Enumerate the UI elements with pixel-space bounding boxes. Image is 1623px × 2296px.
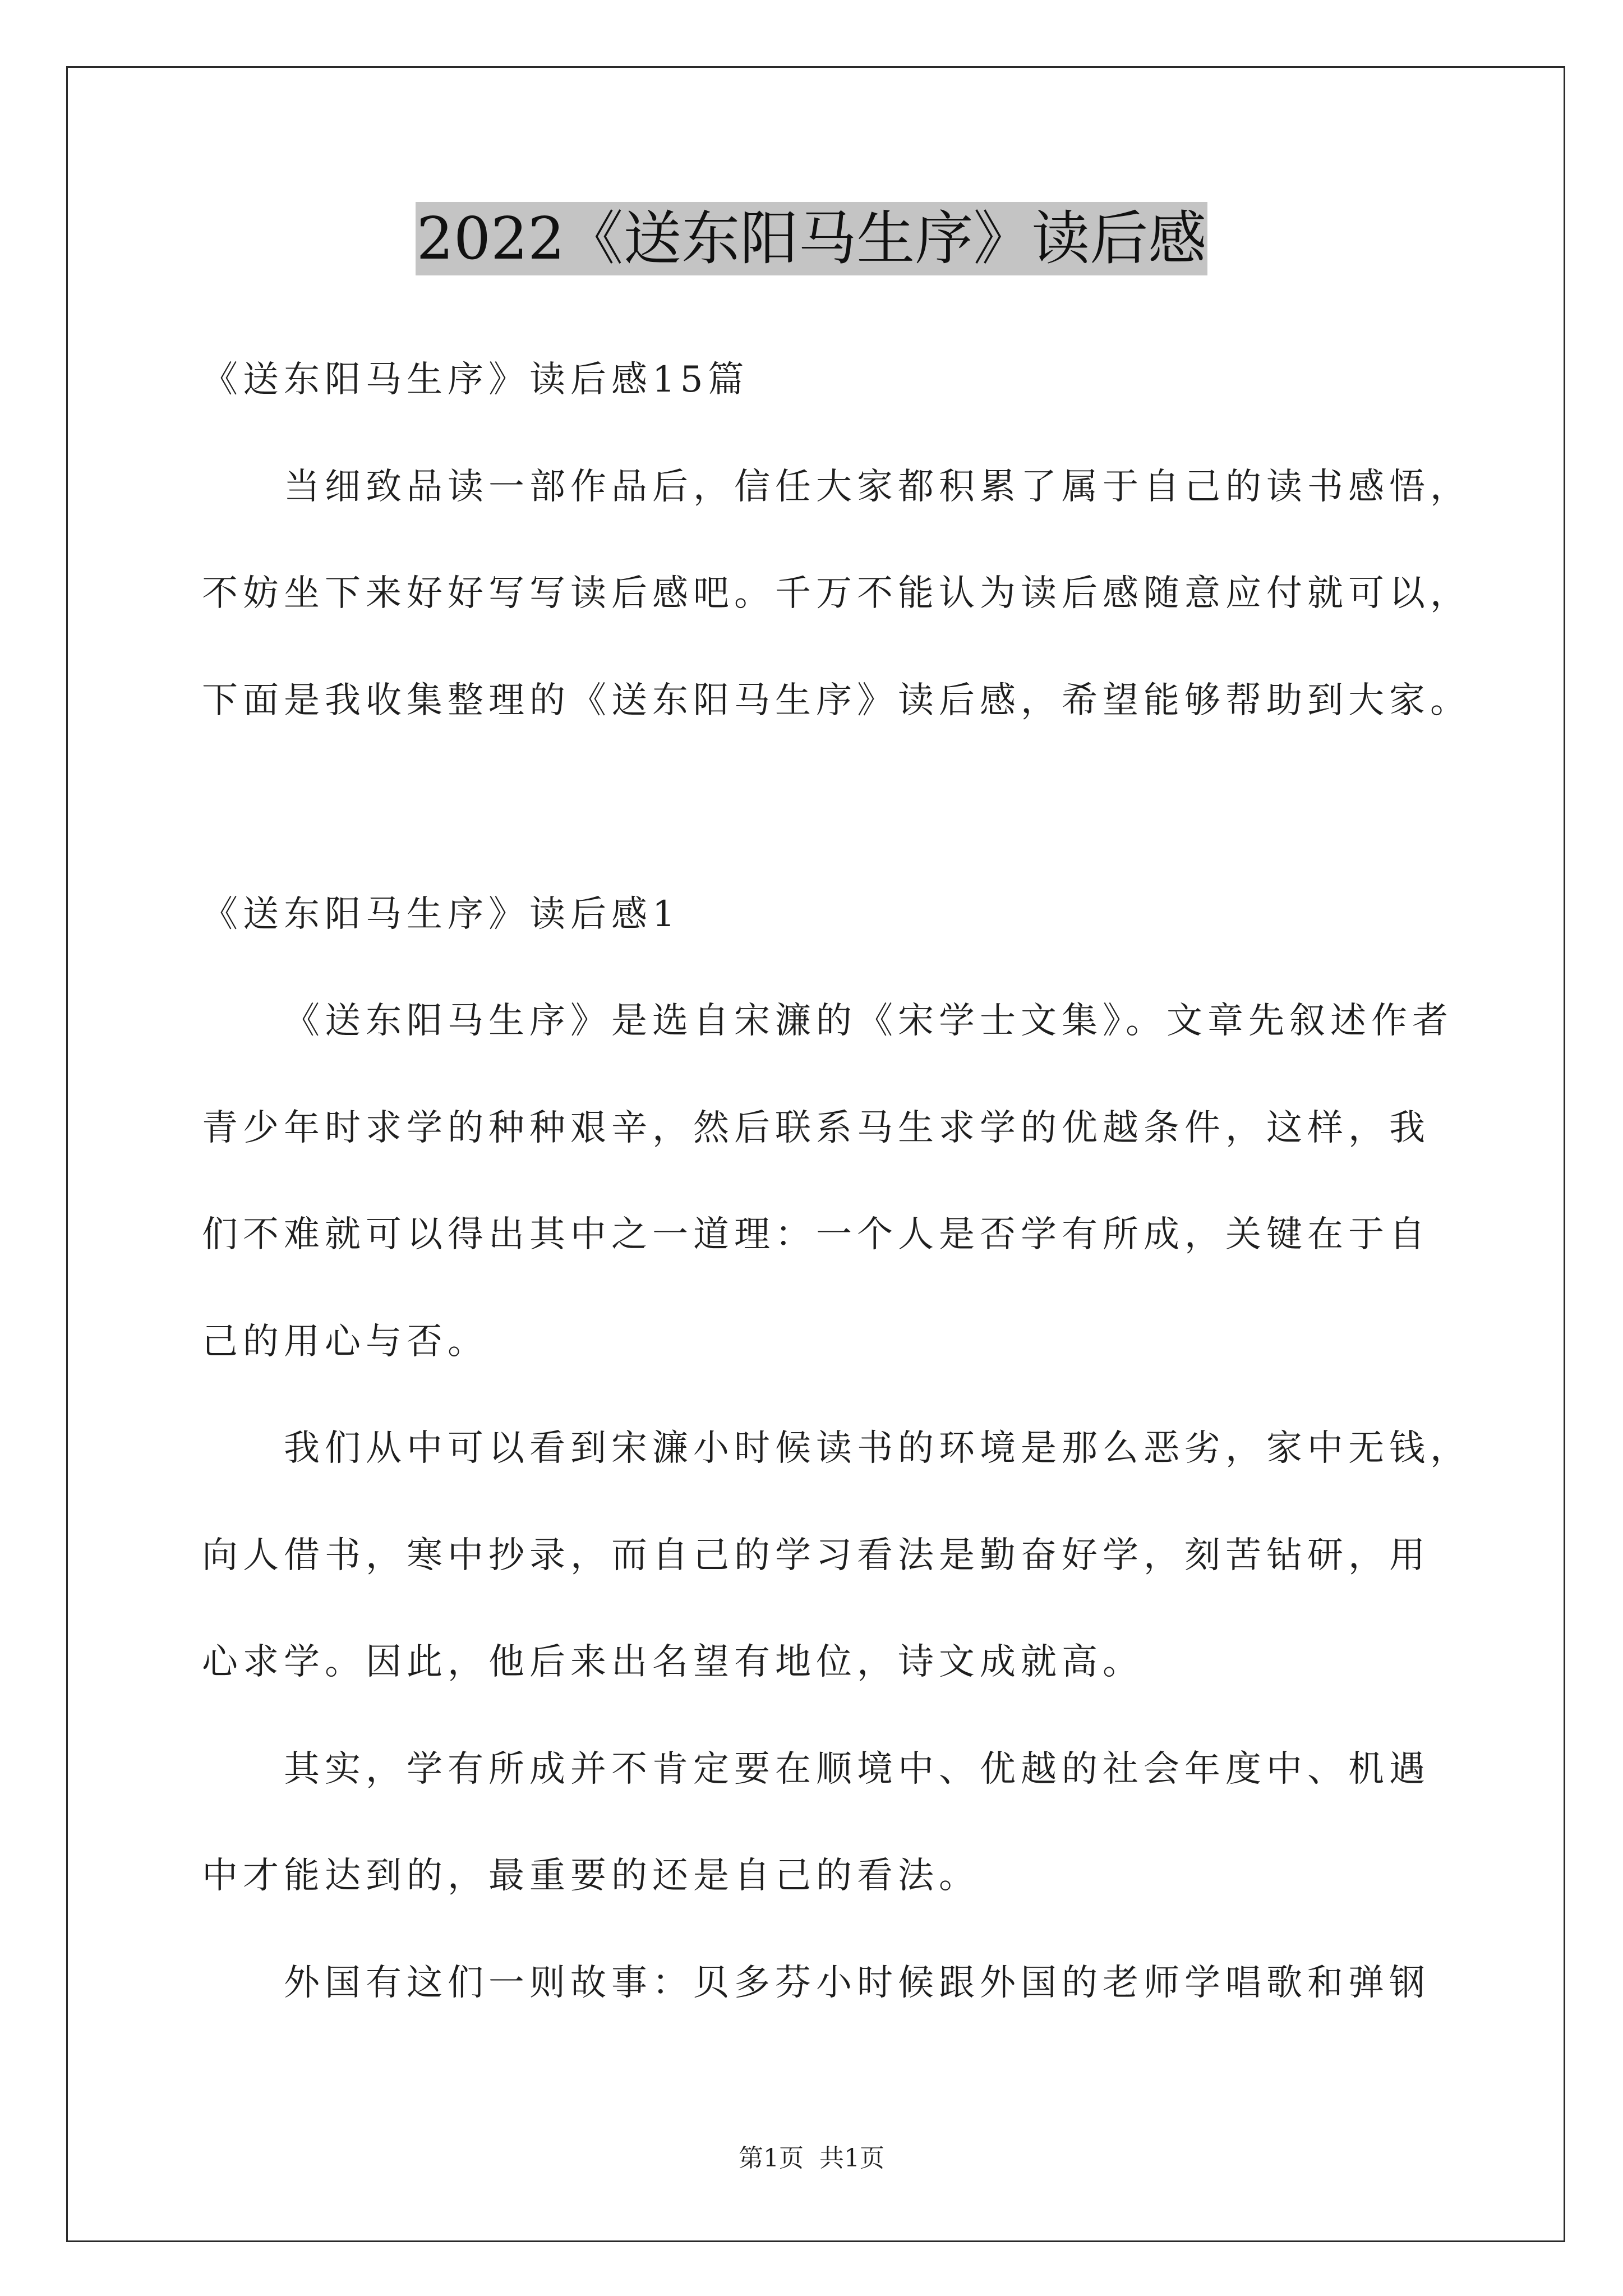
intro-paragraph [202,434,1492,754]
document-body [202,326,1492,2036]
paragraph-line: 外国有这们一则故事：贝多芬小时候跟外国的老师学唱歌和弹钢 [284,1962,1430,2004]
paragraph-line: 当细致品读一部作品后，信任大家都积累了属于自己的读书感悟， [284,466,1471,508]
paragraph-line: 我们从中可以看到宋濂小时候读书的环境是那么恶劣，家中无钱， [284,1428,1471,1469]
section-paragraph-4 [202,1930,1492,2037]
section-paragraph-3 [202,1716,1492,1930]
section-paragraph-2 [202,1395,1492,1716]
paragraph-line: 《送东阳马生序》是选自宋濂的《宋学士文集》。文章先叙述作者 [284,1000,1453,1042]
paragraph-line: 己的用心与否。 [202,1320,488,1363]
blank-line [202,754,1492,861]
document-title-container [0,202,1623,275]
paragraph-line: 心求学。因此，他后来出名望有地位，诗文成就高。 [202,1641,1144,1683]
paragraph-line: 向人借书，寒中抄录，而自己的学习看法是勤奋好学，刻苦钻研，用 [202,1534,1430,1576]
paragraph-line: 们不难就可以得出其中之一道理：一个人是否学有所成，关键在于自 [202,1214,1430,1255]
document-title: 2022《送东阳马生序》读后感 [416,202,1208,275]
paragraph-line: 中才能达到的，最重要的还是自己的看法。 [202,1855,980,1897]
paragraph-line: 其实，学有所成并不肯定要在顺境中、优越的社会年度中、机遇 [284,1748,1430,1790]
page-number-footer: 第1页 共1页 [739,2144,884,2173]
section-heading: 《送东阳马生序》读后感1 [202,893,680,935]
intro-heading: 《送东阳马生序》读后感15篇 [202,359,749,401]
paragraph-line: 下面是我收集整理的《送东阳马生序》读后感，希望能够帮助到大家。 [202,679,1471,721]
paragraph-line: 青少年时求学的种种艰辛，然后联系马生求学的优越条件，这样，我 [202,1107,1430,1149]
paragraph-line: 不妨坐下来好好写写读后感吧。千万不能认为读后感随意应付就可以， [202,573,1471,614]
section-paragraph-1 [202,968,1492,1395]
